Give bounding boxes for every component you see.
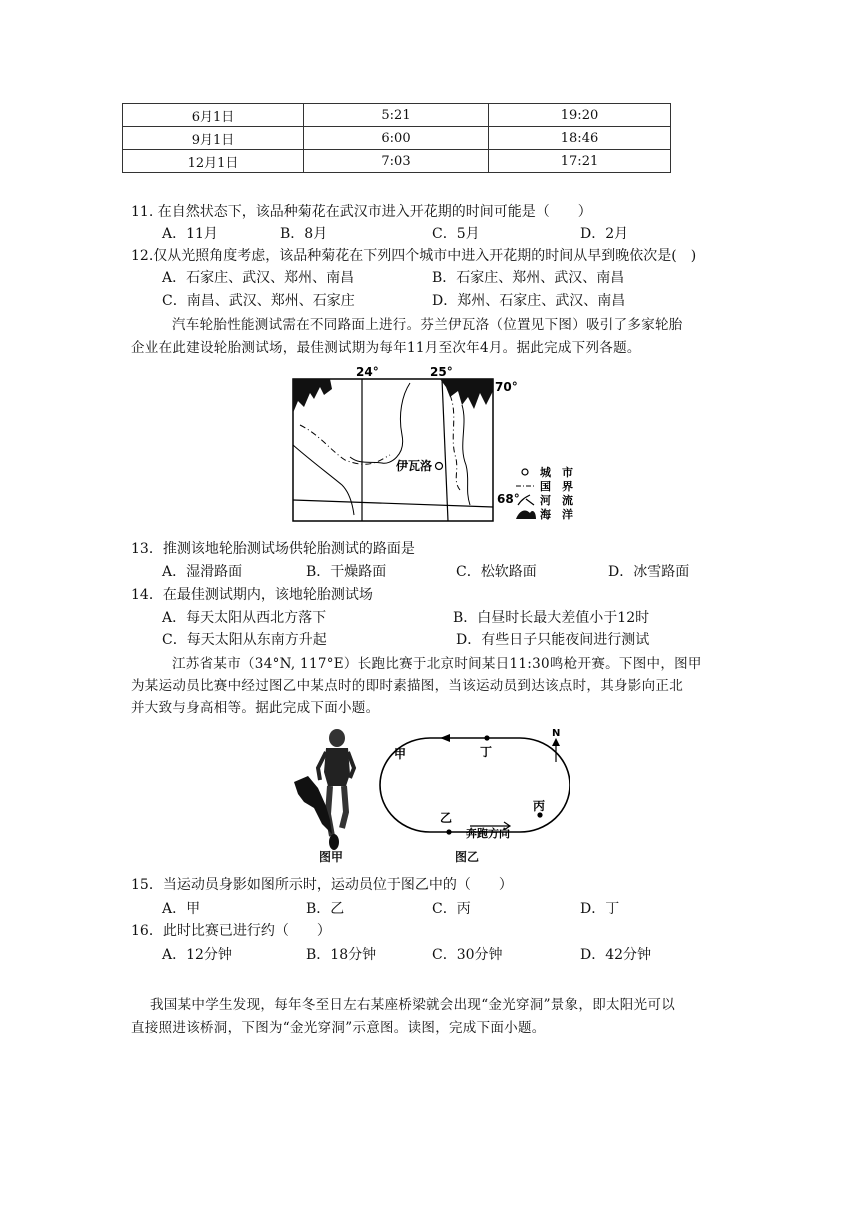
point-ding-marker (484, 735, 489, 740)
q11-option-c: C．5月 (432, 226, 480, 242)
lon-label-24: 24° (356, 365, 379, 379)
track-arrow-icon (440, 734, 450, 742)
legend-river-icon (518, 495, 534, 505)
q15-option-b: B．乙 (306, 901, 345, 917)
q14-option-c: C．每天太阳从东南方升起 (162, 632, 327, 648)
point-ding-label: 丁 (480, 745, 493, 759)
q11-option-d: D．2月 (580, 226, 629, 242)
q14-option-d: D．有些日子只能夜间进行测试 (456, 632, 650, 648)
lat-label-68: 68° (497, 492, 520, 506)
runner-sketch-figure (290, 724, 370, 864)
table-cell: 7:03 (304, 150, 489, 173)
q12-option-d: D．郑州、石家庄、武汉、南昌 (432, 293, 626, 309)
q16-option-b: B．18分钟 (306, 947, 377, 963)
legend-border: 国 界 (540, 480, 573, 493)
q13-option-a: A．湿滑路面 (162, 564, 243, 580)
point-yi-label: 乙 (440, 811, 453, 825)
legend-city-icon (522, 469, 528, 475)
q16-option-c: C．30分钟 (432, 947, 503, 963)
q12-option-a: A．石家庄、武汉、郑州、南昌 (162, 270, 355, 286)
q16-option-d: D．42分钟 (580, 947, 652, 963)
point-yi-marker (446, 829, 451, 834)
table-cell: 9月1日 (123, 127, 304, 150)
table-cell: 6:00 (304, 127, 489, 150)
table-row (123, 127, 671, 150)
point-jia-label: 甲 (394, 747, 407, 761)
passage-bridge-line-1: 我国某中学生发现，每年冬至日左右某座桥梁就会出现“金光穿洞”景象，即太阳光可以 (150, 997, 676, 1013)
running-track-figure (370, 724, 570, 844)
q11-option-a: A．11月 (162, 226, 218, 242)
question-11-stem: 11. 在自然状态下，该品种菊花在武汉市进入开花期的时间可能是（ ） (131, 204, 592, 220)
passage-race-line-2: 为某运动员比赛中经过图乙中某点时的即时素描图，当该运动员到达该点时，其身影向正北 (131, 678, 683, 694)
table-cell: 5:21 (304, 104, 489, 127)
lat-label-70: 70° (495, 380, 518, 394)
q15-option-d: D．丁 (580, 901, 620, 917)
legend-sea: 海 洋 (540, 508, 573, 521)
legend-river: 河 流 (540, 494, 573, 507)
point-bing-label: 丙 (533, 799, 546, 813)
q15-option-a: A．甲 (162, 901, 201, 917)
figure-b-caption: 图乙 (455, 850, 480, 864)
city-label: 伊瓦洛 (396, 459, 433, 473)
question-13-stem: 13．推测该地轮胎测试场供轮胎测试的路面是 (131, 541, 415, 557)
table-cell: 19:20 (489, 104, 671, 127)
run-direction-label: 奔跑方向 (466, 827, 510, 840)
q13-option-b: B．干燥路面 (306, 564, 387, 580)
city-marker-icon (436, 463, 443, 470)
table-cell: 6月1日 (123, 104, 304, 127)
q11-option-b: B．8月 (280, 226, 328, 242)
track-outline (380, 738, 570, 832)
legend-city: 城 市 (540, 466, 573, 479)
finland-ivalo-map (290, 365, 590, 525)
passage-bridge-line-2: 直接照进该桥洞，下图为“金光穿洞”示意图。读图，完成下面小题。 (131, 1020, 546, 1036)
q12-option-b: B．石家庄、郑州、武汉、南昌 (432, 270, 625, 286)
question-14-stem: 14．在最佳测试期内，该地轮胎测试场 (131, 587, 373, 603)
table-cell: 12月1日 (123, 150, 304, 173)
q12-option-c: C．南昌、武汉、郑州、石家庄 (162, 293, 355, 309)
table-cell: 18:46 (489, 127, 671, 150)
question-15-stem: 15．当运动员身影如图所示时，运动员位于图乙中的（ ） (131, 877, 513, 893)
q14-option-b: B．白昼时长最大差值小于12时 (453, 610, 650, 626)
q16-option-a: A．12分钟 (162, 947, 232, 963)
passage-race-line-1: 江苏省某市（34°N, 117°E）长跑比赛于北京时间某日11:30鸣枪开赛。下图中，图甲 (172, 656, 702, 672)
question-16-stem: 16．此时比赛已进行约（ ） (131, 923, 331, 939)
question-12-stem: 12.仅从光照角度考虑，该品种菊花在下列四个城市中进入开花期的时间从早到晚依次是( ) (131, 248, 697, 264)
q15-option-c: C．丙 (432, 901, 471, 917)
point-bing-marker (537, 812, 542, 817)
table-row (123, 104, 671, 127)
table-row (123, 150, 671, 173)
lon-label-25: 25° (430, 365, 453, 379)
table-cell: 17:21 (489, 150, 671, 173)
sunrise-sunset-table (122, 103, 671, 173)
legend-sea-icon (516, 511, 536, 519)
passage-race-line-3: 并大致与身高相等。据此完成下面小题。 (131, 700, 380, 716)
q13-option-d: D．冰雪路面 (608, 564, 690, 580)
q13-option-c: C．松软路面 (456, 564, 537, 580)
north-label: N (552, 728, 561, 739)
figure-a-caption: 图甲 (319, 850, 344, 864)
passage-tire-line-1: 汽车轮胎性能测试需在不同路面上进行。芬兰伊瓦洛（位置见下图）吸引了多家轮胎 (172, 317, 683, 333)
passage-tire-line-2: 企业在此建设轮胎测试场，最佳测试期为每年11月至次年4月。据此完成下列各题。 (131, 340, 641, 356)
q14-option-a: A．每天太阳从西北方落下 (162, 610, 327, 626)
